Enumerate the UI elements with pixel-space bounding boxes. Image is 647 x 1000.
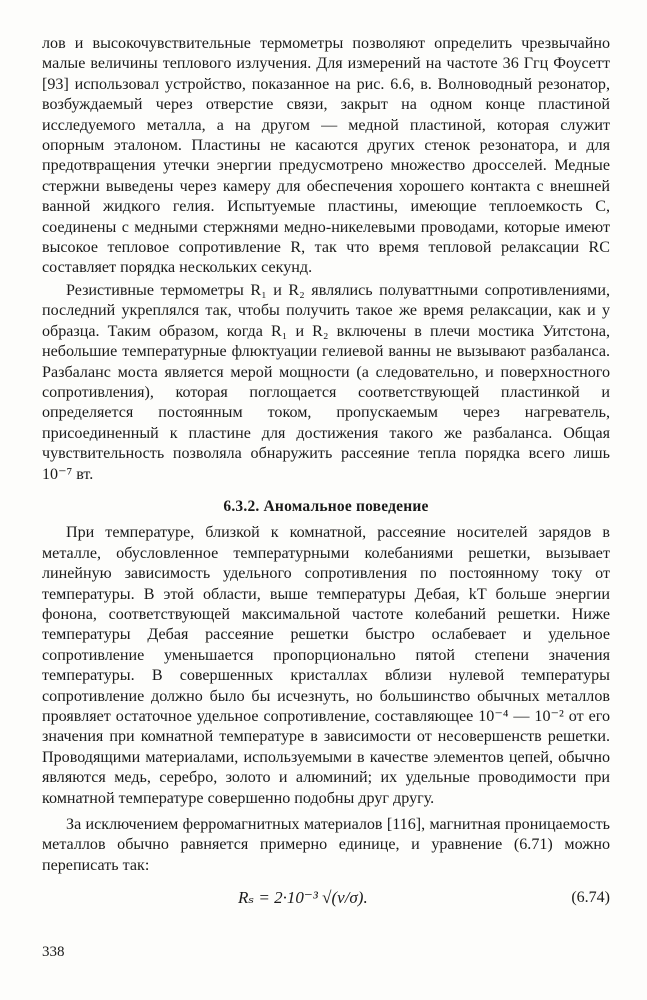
paragraph-thermometers: Резистивные термометры R₁ и R₂ являлись полуваттными сопротивлениями, последний укреплялся так, чтобы получить такое же время релаксации, как и у образца. Таким образом, когда R₁ и R₂ включены в плечи мостика Уитстона, небольшие температурные флюктуации гелиевой ванны не вызывают разбаланса. Разбаланс моста является мерой мощности (а следовательно, и поверхностного сопротивления), которая поглощается соответствующей пластинкой и определяется постоянным током, пропускаемым через нагреватель, присоединенный к пластине для достижения такого же разбаланса. Общая чувствительность позволяла обнаружить рассеяние тепла порядка всего лишь 10⁻⁷ вт. bbox=[42, 281, 610, 483]
page-body bbox=[42, 34, 610, 914]
paragraph-continuation: лов и высокочувствительные термометры позволяют определить чрезвычайно малые величины теплового излучения. Для измерений на частоте 36 Ггц Фоусетт [93] использовал устройство, показанное на рис. 6.6, в. Волноводный резонатор, возбуждаемый через отверстие связи, закрыт на одном конце пластиной исследуемого металла, а на другом — медной пластиной, которая служит опорным эталоном. Пластины не касаются других стенок резонатора, и для предотвращения утечки энергии предусмотрено множество дросселей. Медные стержни выведены через камеру для обеспечения хорошего контакта с внешней ванной жидкого гелия. Испытуемые пластины, имеющие теплоемкость C, соединены с медными стержнями медно-никелевыми проводами, которые имеют высокое тепловое сопротивление R, так что время тепловой релаксации RC составляет порядка нескольких секунд. bbox=[42, 35, 610, 277]
equation-6-74 bbox=[42, 880, 610, 914]
equation-formula: Rₛ = 2·10⁻³ √(ν/σ). bbox=[238, 888, 368, 908]
paragraph-anomalous-behavior: При температуре, близкой к комнатной, рассеяние носителей зарядов в металле, обусловленное температурными колебаниями решетки, вызывает линейную зависимость удельного сопротивления по постоянному току от температуры. В этой области, выше температуры Дебая, kT больше энергии фонона, соответствующей максимальной частоте колебаний решетки. Ниже температуры Дебая рассеяние решетки быстро ослабевает и удельное сопротивление уменьшается пропорционально пятой степени значения температуры. В совершенных кристаллах вблизи нулевой температуры сопротивление должно было бы исчезнуть, но большинство обычных металлов проявляет остаточное удельное сопротивление, составляющее 10⁻⁴ — 10⁻² от его значения при комнатной температуре в зависимости от несовершенств решетки. Проводящими материалами, используемыми в качестве элементов цепей, обычно являются медь, серебро, золото и алюминий; их удельные проводимости при комнатной температуре совершенно подобны друг другу. bbox=[42, 524, 610, 807]
section-heading: 6.3.2. Аномальное поведение bbox=[223, 497, 429, 515]
page-number: 338 bbox=[42, 944, 65, 960]
equation-number: (6.74) bbox=[571, 889, 610, 907]
paragraph-permeability: За исключением ферромагнитных материалов [116], магнитная проницаемость металлов обычно равняется примерно единице, и уравнение (6.71) можно переписать так: bbox=[42, 816, 610, 874]
